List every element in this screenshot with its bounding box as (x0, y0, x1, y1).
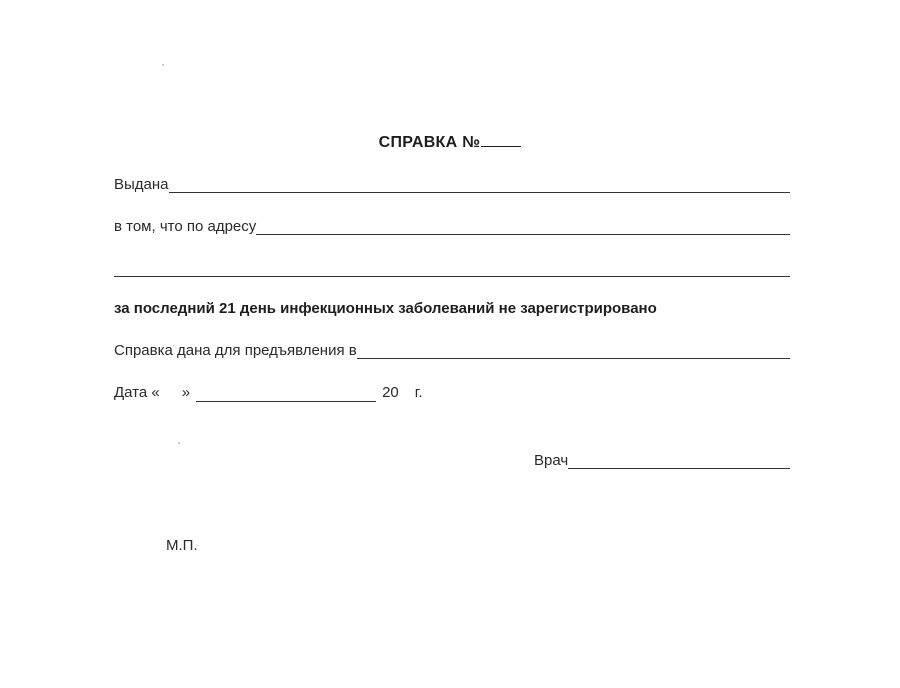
issued-to-row (114, 176, 790, 194)
year-suffix: г. (414, 384, 423, 401)
issued-to-blank-line (169, 176, 790, 193)
date-quote-close: » (181, 384, 191, 401)
purpose-blank-line (357, 342, 790, 359)
title-text: СПРАВКА № (378, 134, 481, 151)
issued-to-label: Выдана (114, 176, 169, 193)
date-row (114, 384, 423, 402)
doctor-signature-row (534, 452, 790, 470)
scan-speck (178, 442, 180, 444)
doctor-label: Врач (534, 452, 569, 469)
date-label: Дата « (114, 384, 160, 401)
address-label: в том, что по адресу (114, 218, 257, 235)
purpose-row (114, 342, 790, 360)
statement-text: за последний 21 день инфекционных заболеваний не зарегистрировано (114, 300, 657, 317)
address-row (114, 218, 790, 236)
doctor-signature-blank-line (568, 452, 790, 469)
certificate-number-blank (481, 132, 521, 147)
address-blank-line (256, 218, 790, 235)
purpose-label: Справка дана для предъявления в (114, 342, 357, 359)
address-continuation-blank-line (114, 260, 790, 277)
document-title (0, 132, 900, 152)
stamp-place-label: М.П. (166, 537, 198, 554)
scan-speck (162, 64, 164, 66)
month-blank-line (196, 386, 376, 402)
year-prefix: 20 (382, 384, 399, 401)
address-continuation-row (114, 260, 790, 278)
